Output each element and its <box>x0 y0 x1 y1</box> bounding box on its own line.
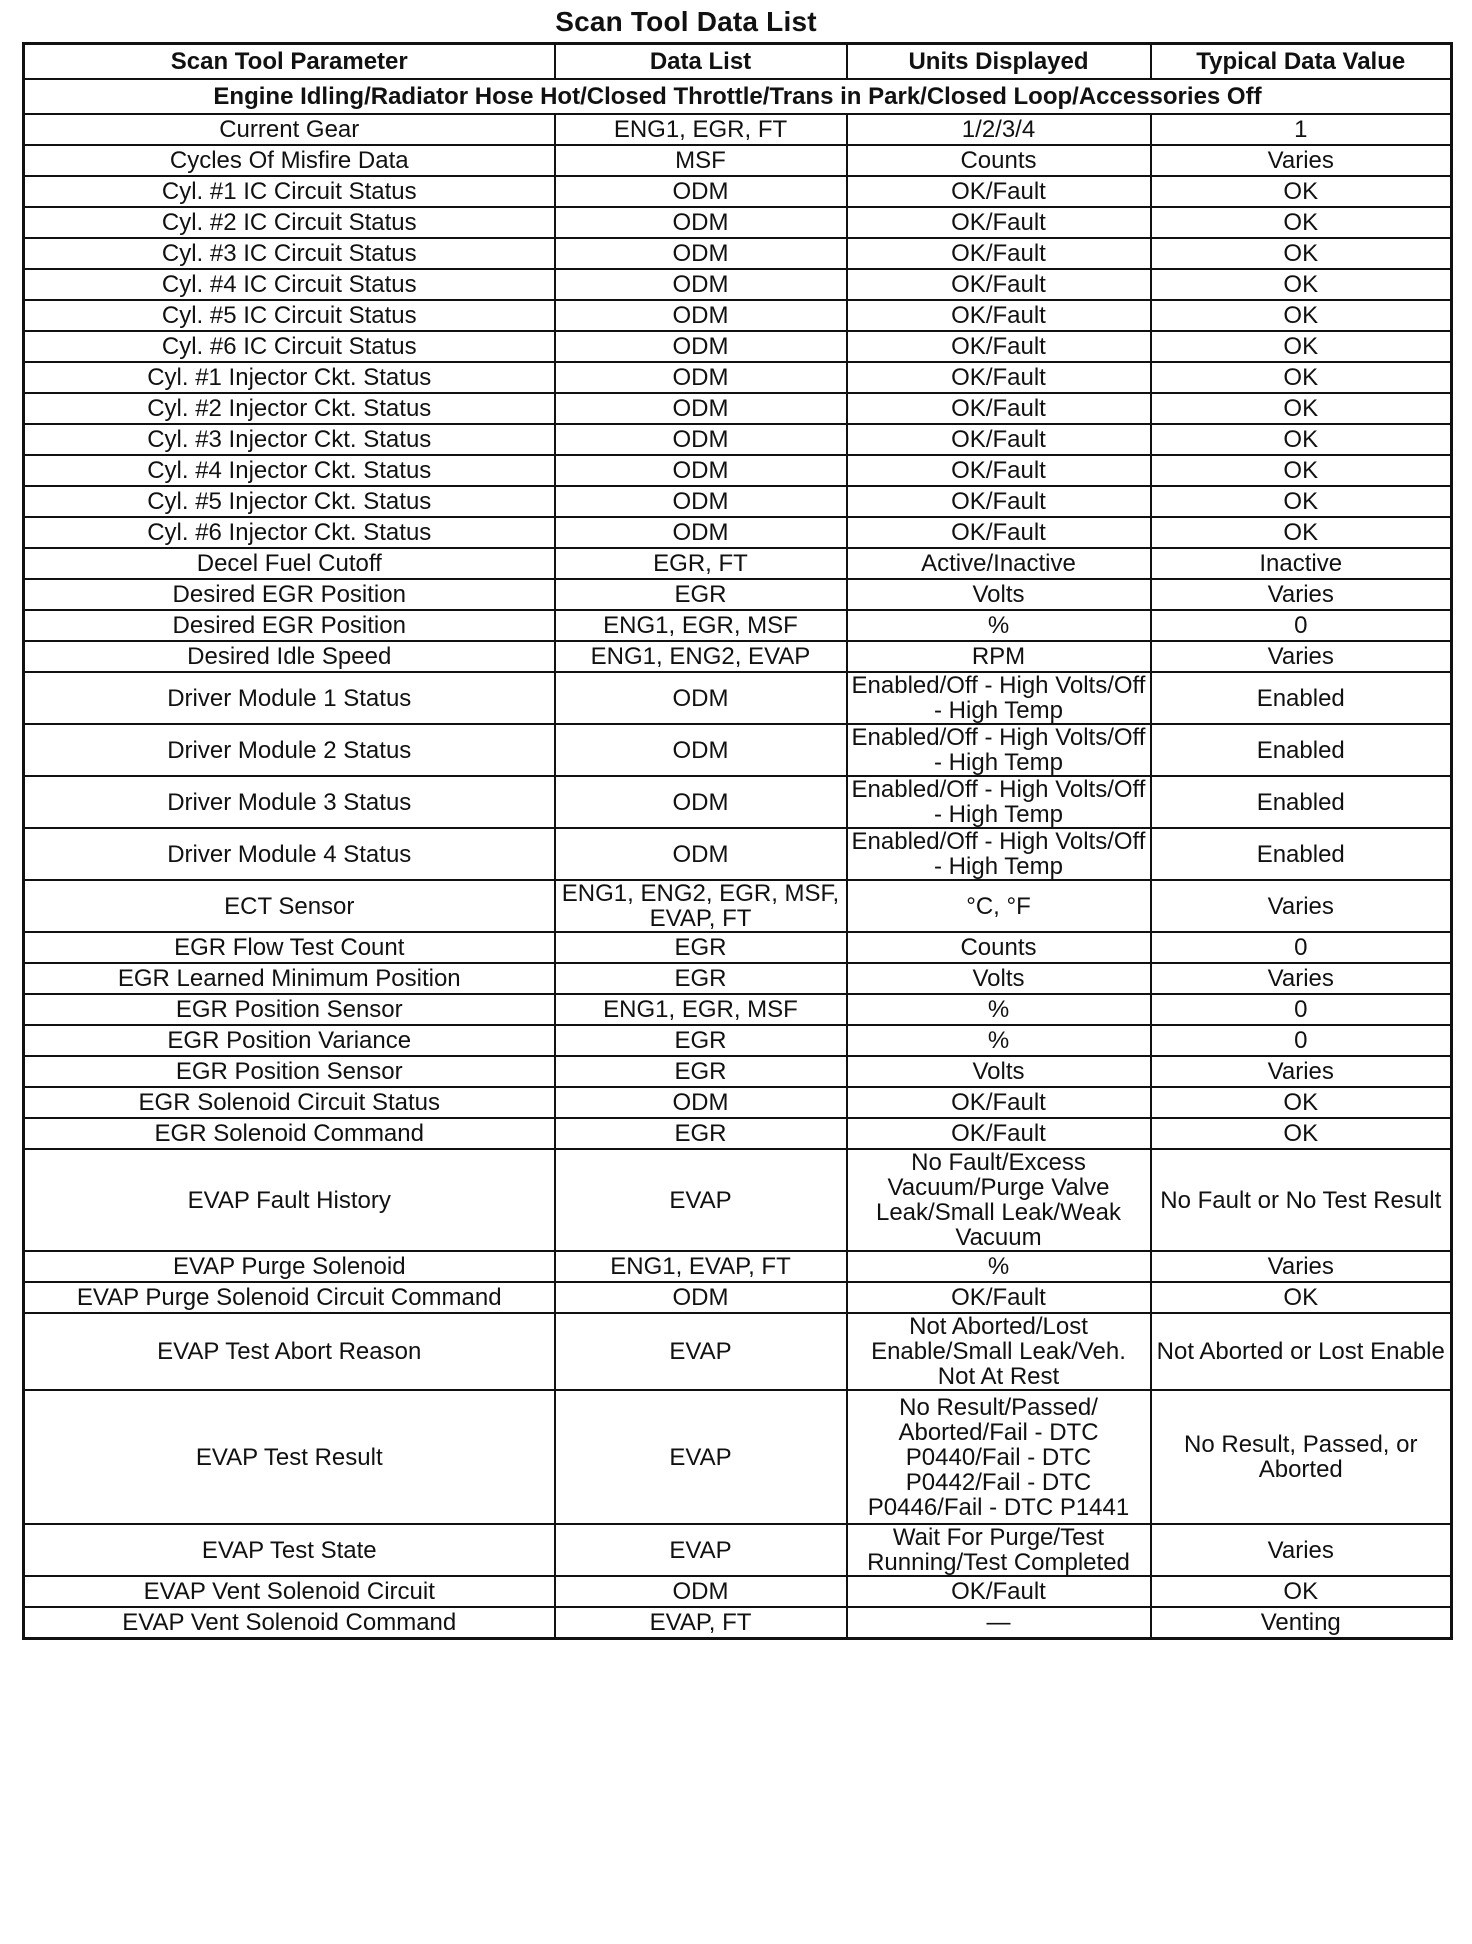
data-list-cell: ODM <box>555 517 847 548</box>
units-cell: RPM <box>847 641 1151 672</box>
data-list-cell: EVAP <box>555 1313 847 1390</box>
typical-value-cell: Varies <box>1151 145 1452 176</box>
parameter-cell: ECT Sensor <box>24 880 555 932</box>
data-list-cell: EGR <box>555 963 847 994</box>
typical-value-cell: OK <box>1151 1282 1452 1313</box>
typical-value-cell: Varies <box>1151 579 1452 610</box>
table-row <box>24 145 1452 176</box>
typical-value-cell: Enabled <box>1151 776 1452 828</box>
section-header-row <box>24 79 1452 114</box>
parameter-cell: EGR Position Sensor <box>24 1056 555 1087</box>
table-row <box>24 331 1452 362</box>
typical-value-cell: Not Aborted or Lost Enable <box>1151 1313 1452 1390</box>
parameter-cell: EVAP Purge Solenoid Circuit Command <box>24 1282 555 1313</box>
typical-value-cell: Enabled <box>1151 724 1452 776</box>
units-cell: Wait For Purge/Test Running/Test Completed <box>847 1524 1151 1576</box>
table-row <box>24 393 1452 424</box>
table-row <box>24 238 1452 269</box>
data-list-cell: EGR, FT <box>555 548 847 579</box>
table-row <box>24 994 1452 1025</box>
parameter-cell: Driver Module 4 Status <box>24 828 555 880</box>
data-list-cell: EGR <box>555 932 847 963</box>
data-list-cell: ENG1, ENG2, EGR, MSF, EVAP, FT <box>555 880 847 932</box>
parameter-cell: EVAP Fault History <box>24 1149 555 1251</box>
units-cell: — <box>847 1607 1151 1639</box>
parameter-cell: EGR Position Variance <box>24 1025 555 1056</box>
typical-value-cell: OK <box>1151 517 1452 548</box>
typical-value-cell: OK <box>1151 176 1452 207</box>
units-cell: OK/Fault <box>847 331 1151 362</box>
parameter-cell: EVAP Test Result <box>24 1390 555 1524</box>
units-cell: OK/Fault <box>847 1087 1151 1118</box>
table-row <box>24 579 1452 610</box>
parameter-cell: Cyl. #2 IC Circuit Status <box>24 207 555 238</box>
header-units-displayed: Units Displayed <box>847 44 1151 80</box>
typical-value-cell: OK <box>1151 300 1452 331</box>
typical-value-cell: 0 <box>1151 610 1452 641</box>
table-row <box>24 1251 1452 1282</box>
units-cell: Volts <box>847 963 1151 994</box>
units-cell: Not Aborted/Lost Enable/Small Leak/Veh. Not At Rest <box>847 1313 1151 1390</box>
data-list-cell: ENG1, EGR, FT <box>555 114 847 145</box>
data-list-cell: EVAP <box>555 1524 847 1576</box>
units-cell: OK/Fault <box>847 393 1151 424</box>
units-cell: Counts <box>847 932 1151 963</box>
table-row <box>24 1056 1452 1087</box>
table-row <box>24 1313 1452 1390</box>
table-row <box>24 641 1452 672</box>
data-list-cell: ENG1, EVAP, FT <box>555 1251 847 1282</box>
data-list-cell: EGR <box>555 1056 847 1087</box>
units-cell: No Result/Passed/ Aborted/Fail - DTC P0440/Fail - DTC P0442/Fail - DTC P0446/Fail - DTC P1441 <box>847 1390 1151 1524</box>
data-list-cell: ODM <box>555 1282 847 1313</box>
parameter-cell: Driver Module 1 Status <box>24 672 555 724</box>
units-cell: OK/Fault <box>847 238 1151 269</box>
data-list-cell: MSF <box>555 145 847 176</box>
units-cell: Enabled/Off - High Volts/Off - High Temp <box>847 672 1151 724</box>
units-cell: % <box>847 610 1151 641</box>
typical-value-cell: Varies <box>1151 880 1452 932</box>
table-row <box>24 880 1452 932</box>
scan-tool-data-table <box>22 42 1453 1640</box>
table-row <box>24 486 1452 517</box>
typical-value-cell: OK <box>1151 424 1452 455</box>
typical-value-cell: 0 <box>1151 994 1452 1025</box>
data-list-cell: ODM <box>555 672 847 724</box>
parameter-cell: Desired EGR Position <box>24 579 555 610</box>
parameter-cell: EVAP Test State <box>24 1524 555 1576</box>
typical-value-cell: Varies <box>1151 1251 1452 1282</box>
table-row <box>24 176 1452 207</box>
parameter-cell: Decel Fuel Cutoff <box>24 548 555 579</box>
table-header-row <box>24 44 1452 80</box>
data-list-cell: ODM <box>555 393 847 424</box>
data-list-cell: EVAP <box>555 1149 847 1251</box>
parameter-cell: Cycles Of Misfire Data <box>24 145 555 176</box>
typical-value-cell: OK <box>1151 362 1452 393</box>
parameter-cell: Cyl. #4 Injector Ckt. Status <box>24 455 555 486</box>
parameter-cell: Cyl. #2 Injector Ckt. Status <box>24 393 555 424</box>
table-row <box>24 963 1452 994</box>
units-cell: Volts <box>847 1056 1151 1087</box>
data-list-cell: EGR <box>555 1118 847 1149</box>
typical-value-cell: OK <box>1151 1118 1452 1149</box>
typical-value-cell: Varies <box>1151 641 1452 672</box>
units-cell: Enabled/Off - High Volts/Off - High Temp <box>847 776 1151 828</box>
data-list-cell: ENG1, ENG2, EVAP <box>555 641 847 672</box>
parameter-cell: EGR Flow Test Count <box>24 932 555 963</box>
data-list-cell: ODM <box>555 424 847 455</box>
parameter-cell: EVAP Vent Solenoid Circuit <box>24 1576 555 1607</box>
parameter-cell: EGR Position Sensor <box>24 994 555 1025</box>
typical-value-cell: OK <box>1151 269 1452 300</box>
typical-value-cell: OK <box>1151 207 1452 238</box>
typical-value-cell: Enabled <box>1151 828 1452 880</box>
table-row <box>24 610 1452 641</box>
typical-value-cell: No Result, Passed, or Aborted <box>1151 1390 1452 1524</box>
typical-value-cell: Varies <box>1151 963 1452 994</box>
table-row <box>24 517 1452 548</box>
document-title: Scan Tool Data List <box>555 6 817 37</box>
typical-value-cell: 1 <box>1151 114 1452 145</box>
units-cell: OK/Fault <box>847 455 1151 486</box>
typical-value-cell: OK <box>1151 1087 1452 1118</box>
data-list-cell: EGR <box>555 579 847 610</box>
parameter-cell: Cyl. #6 IC Circuit Status <box>24 331 555 362</box>
data-list-cell: ODM <box>555 486 847 517</box>
units-cell: % <box>847 994 1151 1025</box>
data-list-cell: ENG1, EGR, MSF <box>555 610 847 641</box>
parameter-cell: Cyl. #5 Injector Ckt. Status <box>24 486 555 517</box>
parameter-cell: Cyl. #3 Injector Ckt. Status <box>24 424 555 455</box>
data-list-cell: ODM <box>555 331 847 362</box>
data-list-cell: ODM <box>555 724 847 776</box>
typical-value-cell: OK <box>1151 486 1452 517</box>
units-cell: Active/Inactive <box>847 548 1151 579</box>
parameter-cell: EGR Solenoid Command <box>24 1118 555 1149</box>
table-row <box>24 1607 1452 1639</box>
table-row <box>24 1524 1452 1576</box>
table-row <box>24 828 1452 880</box>
parameter-cell: Cyl. #6 Injector Ckt. Status <box>24 517 555 548</box>
header-scan-tool-parameter: Scan Tool Parameter <box>24 44 555 80</box>
units-cell: No Fault/Excess Vacuum/Purge Valve Leak/Small Leak/Weak Vacuum <box>847 1149 1151 1251</box>
units-cell: Enabled/Off - High Volts/Off - High Temp <box>847 828 1151 880</box>
parameter-cell: Cyl. #3 IC Circuit Status <box>24 238 555 269</box>
typical-value-cell: OK <box>1151 455 1452 486</box>
data-list-cell: ODM <box>555 828 847 880</box>
data-list-cell: ODM <box>555 238 847 269</box>
typical-value-cell: Enabled <box>1151 672 1452 724</box>
header-typical-data-value: Typical Data Value <box>1151 44 1452 80</box>
typical-value-cell: Inactive <box>1151 548 1452 579</box>
parameter-cell: Cyl. #1 Injector Ckt. Status <box>24 362 555 393</box>
header-data-list: Data List <box>555 44 847 80</box>
table-row <box>24 776 1452 828</box>
units-cell: 1/2/3/4 <box>847 114 1151 145</box>
typical-value-cell: OK <box>1151 393 1452 424</box>
table-row <box>24 1576 1452 1607</box>
units-cell: °C, °F <box>847 880 1151 932</box>
table-row <box>24 1118 1452 1149</box>
typical-value-cell: 0 <box>1151 932 1452 963</box>
data-list-cell: ENG1, EGR, MSF <box>555 994 847 1025</box>
data-list-cell: ODM <box>555 207 847 238</box>
units-cell: OK/Fault <box>847 176 1151 207</box>
units-cell: Counts <box>847 145 1151 176</box>
typical-value-cell: 0 <box>1151 1025 1452 1056</box>
units-cell: OK/Fault <box>847 424 1151 455</box>
typical-value-cell: Varies <box>1151 1524 1452 1576</box>
data-list-cell: EVAP, FT <box>555 1607 847 1639</box>
parameter-cell: EGR Learned Minimum Position <box>24 963 555 994</box>
table-row <box>24 455 1452 486</box>
table-row <box>24 1025 1452 1056</box>
units-cell: OK/Fault <box>847 269 1151 300</box>
units-cell: OK/Fault <box>847 207 1151 238</box>
table-row <box>24 672 1452 724</box>
typical-value-cell: Varies <box>1151 1056 1452 1087</box>
units-cell: OK/Fault <box>847 362 1151 393</box>
parameter-cell: Cyl. #5 IC Circuit Status <box>24 300 555 331</box>
data-list-cell: ODM <box>555 1576 847 1607</box>
table-row <box>24 724 1452 776</box>
data-list-cell: ODM <box>555 776 847 828</box>
parameter-cell: EVAP Purge Solenoid <box>24 1251 555 1282</box>
data-list-cell: ODM <box>555 1087 847 1118</box>
table-row <box>24 1087 1452 1118</box>
parameter-cell: Driver Module 2 Status <box>24 724 555 776</box>
table-row <box>24 424 1452 455</box>
units-cell: Volts <box>847 579 1151 610</box>
parameter-cell: EVAP Test Abort Reason <box>24 1313 555 1390</box>
typical-value-cell: OK <box>1151 1576 1452 1607</box>
units-cell: OK/Fault <box>847 1576 1151 1607</box>
table-row <box>24 207 1452 238</box>
parameter-cell: Desired Idle Speed <box>24 641 555 672</box>
data-list-cell: ODM <box>555 269 847 300</box>
table-row <box>24 1149 1452 1251</box>
section-header: Engine Idling/Radiator Hose Hot/Closed Throttle/Trans in Park/Closed Loop/Accessories Off <box>24 79 1452 114</box>
units-cell: % <box>847 1251 1151 1282</box>
parameter-cell: Driver Module 3 Status <box>24 776 555 828</box>
table-row <box>24 269 1452 300</box>
table-row <box>24 114 1452 145</box>
table-row <box>24 932 1452 963</box>
parameter-cell: EVAP Vent Solenoid Command <box>24 1607 555 1639</box>
data-list-cell: EVAP <box>555 1390 847 1524</box>
units-cell: OK/Fault <box>847 1282 1151 1313</box>
table-row <box>24 362 1452 393</box>
units-cell: Enabled/Off - High Volts/Off - High Temp <box>847 724 1151 776</box>
data-list-cell: ODM <box>555 362 847 393</box>
units-cell: OK/Fault <box>847 517 1151 548</box>
typical-value-cell: OK <box>1151 238 1452 269</box>
units-cell: OK/Fault <box>847 1118 1151 1149</box>
typical-value-cell: OK <box>1151 331 1452 362</box>
table-row <box>24 1390 1452 1524</box>
typical-value-cell: No Fault or No Test Result <box>1151 1149 1452 1251</box>
typical-value-cell: Venting <box>1151 1607 1452 1639</box>
parameter-cell: Cyl. #1 IC Circuit Status <box>24 176 555 207</box>
parameter-cell: Cyl. #4 IC Circuit Status <box>24 269 555 300</box>
table-row <box>24 1282 1452 1313</box>
data-list-cell: ODM <box>555 176 847 207</box>
parameter-cell: Desired EGR Position <box>24 610 555 641</box>
table-row <box>24 300 1452 331</box>
data-list-cell: ODM <box>555 300 847 331</box>
parameter-cell: EGR Solenoid Circuit Status <box>24 1087 555 1118</box>
units-cell: OK/Fault <box>847 300 1151 331</box>
units-cell: % <box>847 1025 1151 1056</box>
parameter-cell: Current Gear <box>24 114 555 145</box>
table-row <box>24 548 1452 579</box>
units-cell: OK/Fault <box>847 486 1151 517</box>
data-list-cell: EGR <box>555 1025 847 1056</box>
data-list-cell: ODM <box>555 455 847 486</box>
